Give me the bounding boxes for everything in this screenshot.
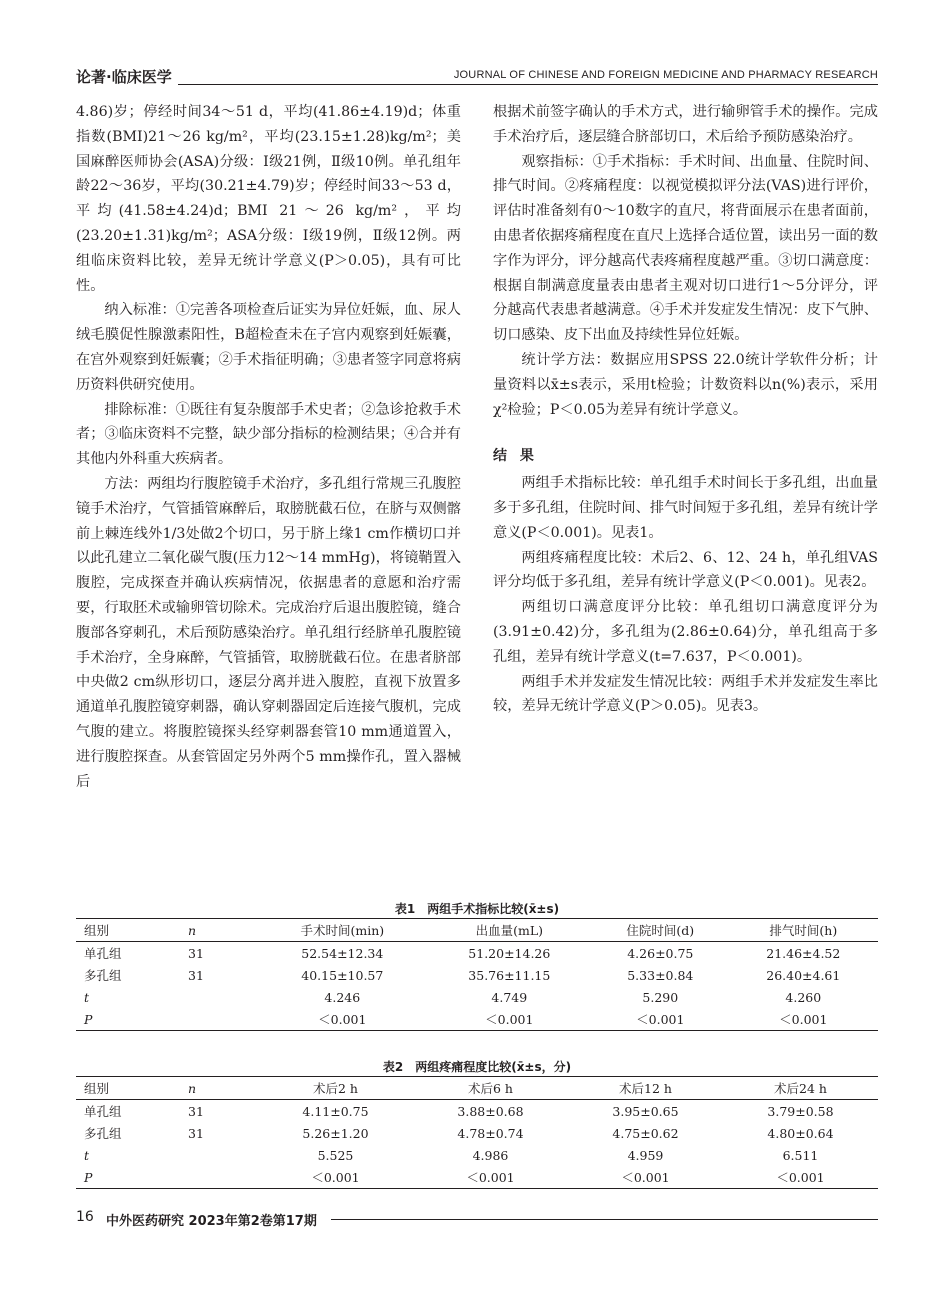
table-header-cell: 术后12 h bbox=[568, 1077, 723, 1100]
table-cell: 4.80±0.64 bbox=[767, 1125, 834, 1141]
table-cell: 51.20±14.26 bbox=[468, 945, 551, 961]
table-header-cell: n bbox=[176, 919, 258, 942]
table-header-row bbox=[76, 919, 878, 942]
table-cell: 多孔组 bbox=[84, 968, 122, 983]
page-header bbox=[76, 64, 878, 88]
table2 bbox=[76, 1076, 878, 1189]
paragraph-result-surgery: 两组手术指标比较：单孔组手术时间长于多孔组，出血量多于多孔组，住院时间、排气时间短于多孔组，差异有统计学意义(P＜0.001)。见表1。 bbox=[493, 475, 878, 541]
table-cell: 5.26±1.20 bbox=[302, 1125, 369, 1141]
journal-title-cn: 中外医药研究 2023年第2卷第17期 bbox=[106, 1214, 317, 1229]
table2-caption: 表2 两组疼痛程度比较(x̄±s，分) bbox=[382, 1060, 572, 1074]
table-cell: 31 bbox=[188, 1103, 204, 1119]
table-cell: 多孔组 bbox=[84, 1126, 122, 1141]
table-cell: 5.33±0.84 bbox=[627, 967, 694, 983]
paragraph-methods-cont: 根据术前签字确认的手术方式，进行输卵管手术的操作。完成手术治疗后，逐层缝合脐部切口，术后给予预防感染治疗。 bbox=[493, 104, 878, 145]
table-cell bbox=[176, 1144, 258, 1166]
table-cell: 3.79±0.58 bbox=[767, 1103, 834, 1119]
table-cell: 3.95±0.65 bbox=[612, 1103, 679, 1119]
table-cell: 4.260 bbox=[785, 989, 822, 1005]
table-cell: 4.78±0.74 bbox=[457, 1125, 524, 1141]
left-column bbox=[76, 100, 461, 794]
paragraph-inclusion: 纳入标准：①完善各项检查后证实为异位妊娠，血、尿人绒毛膜促性腺激素阳性，B超检查未在子宫内观察到妊娠囊，在宫外观察到妊娠囊；②手术指征明确；③患者签字同意将病历资料供研究使用。 bbox=[76, 302, 461, 393]
table1-caption: 表1 两组手术指标比较(x̄±s) bbox=[394, 902, 560, 916]
table-cell: 单孔组 bbox=[84, 946, 122, 961]
table-row bbox=[76, 1122, 878, 1144]
paragraph-statistics: 统计学方法：数据应用SPSS 22.0统计学软件分析；计量资料以x̄±s表示，采用t检验；计数资料以n(%)表示，采用χ²检验；P＜0.05为差异有统计学意义。 bbox=[493, 351, 878, 418]
table-cell: 31 bbox=[188, 945, 204, 961]
table-cell: 4.11±0.75 bbox=[302, 1103, 369, 1119]
table-row bbox=[76, 1008, 878, 1031]
table-header-row bbox=[76, 1077, 878, 1100]
table-row bbox=[76, 986, 878, 1008]
table-cell: ＜0.001 bbox=[258, 1166, 413, 1189]
page-footer bbox=[76, 1209, 878, 1233]
table-cell: 6.511 bbox=[782, 1147, 819, 1163]
table-header-cell: 手术时间(min) bbox=[258, 919, 427, 942]
table-row bbox=[76, 1144, 878, 1166]
page-number: 16 bbox=[76, 1209, 94, 1225]
paragraph-methods: 方法：两组均行腹腔镜手术治疗，多孔组行常规三孔腹腔镜手术治疗，气管插管麻醉后，取膀胱截石位，在脐与双侧髂前上棘连线外1/3处做2个切口，另于脐上缘1 cm作横切口并以此孔建立二氧化碳气腹(压力12～14 mmHg)，将镜鞘置入腹腔，完成探查并确认疾病情况，依据患者的意愿和治疗需要，行取胚术或输卵管切除术。完成治疗后退出腹腔镜，缝合腹部各穿刺孔，术后预防感染治疗。单孔组行经脐单孔腹腔镜手术治疗，全身麻醉，气管插管，取膀胱截石位。在患者脐部中央做2 cm纵形切口，逐层分离并进入腹腔，直视下放置多通道单孔腹腔镜穿刺器，确认穿刺器固定后连接气腹机，完成气腹的建立。将腹腔镜探头经穿刺器套管10 mm通道置入，进行腹腔探查。从套管固定另外两个5 mm操作孔，置入器械后 bbox=[76, 475, 461, 790]
table-cell: ＜0.001 bbox=[729, 1008, 878, 1031]
paragraph-result-pain: 两组疼痛程度比较：术后2、6、12、24 h，单孔组VAS评分均低于多孔组，差异有统计学意义(P＜0.001)。见表2。 bbox=[493, 549, 878, 591]
table-cell: ＜0.001 bbox=[592, 1008, 729, 1031]
table-cell: 4.959 bbox=[627, 1147, 664, 1163]
table-cell: 52.54±12.34 bbox=[301, 945, 384, 961]
paragraph-result-complications: 两组手术并发症发生情况比较：两组手术并发症发生率比较，差异无统计学意义(P＞0.05)。见表3。 bbox=[493, 673, 878, 715]
table-header-cell: 组别 bbox=[76, 919, 176, 942]
table-cell: 31 bbox=[188, 1125, 204, 1141]
table-cell: t bbox=[84, 1147, 90, 1163]
table-header-cell: 术后2 h bbox=[258, 1077, 413, 1100]
table-cell: 3.88±0.68 bbox=[457, 1103, 524, 1119]
table-header-cell: 组别 bbox=[76, 1077, 176, 1100]
results-heading: 结 果 bbox=[493, 448, 538, 465]
header-rule bbox=[178, 84, 878, 85]
right-column bbox=[493, 100, 878, 719]
table-cell: ＜0.001 bbox=[723, 1166, 878, 1189]
table-cell: 40.15±10.57 bbox=[301, 967, 384, 983]
table-header-cell: 排气时间(h) bbox=[729, 919, 878, 942]
table-cell: P bbox=[76, 1166, 176, 1189]
table-row bbox=[76, 964, 878, 986]
table-cell: ＜0.001 bbox=[258, 1008, 427, 1031]
table-cell: 单孔组 bbox=[84, 1104, 122, 1119]
table-cell bbox=[176, 1166, 258, 1189]
table-cell: ＜0.001 bbox=[413, 1166, 568, 1189]
table-cell: 4.75±0.62 bbox=[612, 1125, 679, 1141]
table-cell: 31 bbox=[188, 967, 204, 983]
table-cell: t bbox=[84, 989, 90, 1005]
table-header-cell: 住院时间(d) bbox=[592, 919, 729, 942]
table-cell bbox=[176, 1008, 258, 1031]
table-header-cell: 术后24 h bbox=[723, 1077, 878, 1100]
table-cell bbox=[176, 986, 258, 1008]
table-row bbox=[76, 1100, 878, 1123]
paragraph-indicators: 观察指标：①手术指标：手术时间、出血量、住院时间、排气时间。②疼痛程度：以视觉模拟评分法(VAS)进行评价，评估时准备刻有0～10数字的直尺，将背面展示在患者面前，由患者依据疼痛程度在直尺上选择合适位置，读出另一面的数字作为评分，评分越高代表疼痛程度越严重。③切口满意度：根据自制满意度量表由患者主观对切口进行1～5分评分，评分越高代表患者越满意。④手术并发症发生情况：皮下气肿、切口感染、皮下出血及持续性异位妊娠。 bbox=[493, 153, 878, 344]
paragraph-exclusion: 排除标准：①既往有复杂腹部手术史者；②急诊抢救手术者；③临床资料不完整，缺少部分指标的检测结果；④合并有其他内外科重大疾病者。 bbox=[76, 401, 461, 468]
paragraph-result-satisfaction: 两组切口满意度评分比较：单孔组切口满意度评分为(3.91±0.42)分，多孔组为(2.86±0.64)分，单孔组高于多孔组，差异有统计学意义(t=7.637，P＜0.001)。 bbox=[493, 599, 878, 665]
table-cell: 4.749 bbox=[491, 989, 528, 1005]
table-cell: 21.46±4.52 bbox=[766, 945, 841, 961]
table-header-cell: n bbox=[176, 1077, 258, 1100]
paragraph-baseline: 4.86)岁；停经时间34～51 d，平均(41.86±4.19)d；体重指数(BMI)21～26 kg/m²，平均(23.15±1.28)kg/m²；美国麻醉医师协会(ASA)分级：Ⅰ级21例，Ⅱ级10例。单孔组年龄22～36岁，平均(30.21±4.79)岁；停经时间33～53 d，平均(41.58±4.24)d；BMI 21～26 kg/m²，平均(23.20±1.31)kg/m²；ASA分级：Ⅰ级19例，Ⅱ级12例。两组临床资料比较，差异无统计学意义(P＞0.05)，具有可比性。 bbox=[76, 104, 461, 294]
table-row bbox=[76, 942, 878, 965]
footer-rule bbox=[331, 1219, 878, 1220]
table-cell: 26.40±4.61 bbox=[766, 967, 841, 983]
table1 bbox=[76, 918, 878, 1031]
table-cell: P bbox=[76, 1008, 176, 1031]
table-cell: 4.26±0.75 bbox=[627, 945, 694, 961]
journal-title-en: JOURNAL OF CHINESE AND FOREIGN MEDICINE AND PHARMACY RESEARCH bbox=[453, 69, 878, 81]
table-cell: 5.525 bbox=[317, 1147, 354, 1163]
table-header-cell: 术后6 h bbox=[413, 1077, 568, 1100]
table-cell: 4.986 bbox=[472, 1147, 509, 1163]
section-label: 论著·临床医学 bbox=[76, 68, 172, 86]
table-cell: 4.246 bbox=[324, 989, 361, 1005]
table-cell: ＜0.001 bbox=[427, 1008, 592, 1031]
table-header-cell: 出血量(mL) bbox=[427, 919, 592, 942]
table-row bbox=[76, 1166, 878, 1189]
table-cell: 5.290 bbox=[642, 989, 679, 1005]
table-cell: 35.76±11.15 bbox=[468, 967, 551, 983]
table-cell: ＜0.001 bbox=[568, 1166, 723, 1189]
